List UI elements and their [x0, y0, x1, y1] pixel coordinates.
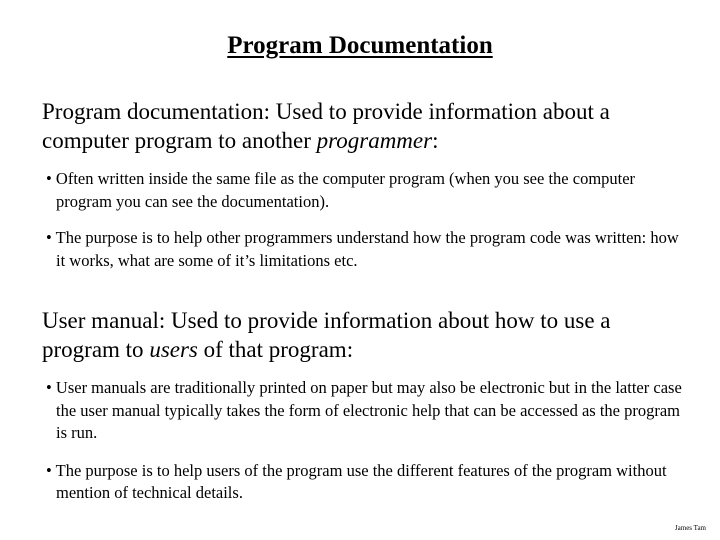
- section-user-manual: [42, 306, 682, 505]
- bullet-icon: •: [46, 169, 52, 188]
- intro-tail: of that program:: [197, 337, 354, 362]
- intro-text: User manual: Used to provide information about how to use a program to: [42, 308, 611, 362]
- intro-tail: :: [432, 128, 439, 153]
- intro-text: Program documentation: Used to provide information about a computer program to another: [42, 99, 610, 153]
- slide-title: Program Documentation: [227, 32, 493, 59]
- intro-emphasis: programmer: [316, 128, 433, 153]
- author-footer: James Tam: [674, 524, 706, 532]
- intro-emphasis: users: [149, 337, 198, 362]
- bullet-icon: •: [46, 228, 52, 247]
- bullet-text: User manuals are traditionally printed on paper but may also be electronic but in the latter case the user manual typically takes the form of electronic help that can be accessed as the program is run.: [55, 378, 682, 442]
- bullet-item: [42, 227, 682, 272]
- bullet-text: The purpose is to help users of the program use the different features of the program without mention of technical details.: [55, 460, 667, 502]
- section-intro: [42, 306, 682, 364]
- section-intro: [42, 97, 682, 155]
- bullet-item: [42, 377, 682, 445]
- bullet-item: [42, 168, 682, 213]
- bullet-icon: •: [46, 378, 52, 397]
- bullet-icon: •: [46, 460, 52, 480]
- bullet-text: The purpose is to help other programmers understand how the program code was written: how it works, what are some of it’s limitations etc.: [55, 228, 679, 270]
- bullet-item: [42, 460, 682, 505]
- section-program-documentation: [42, 97, 682, 272]
- bullet-text: Often written inside the same file as the computer program (when you see the computer program you can see the documentation).: [55, 169, 636, 211]
